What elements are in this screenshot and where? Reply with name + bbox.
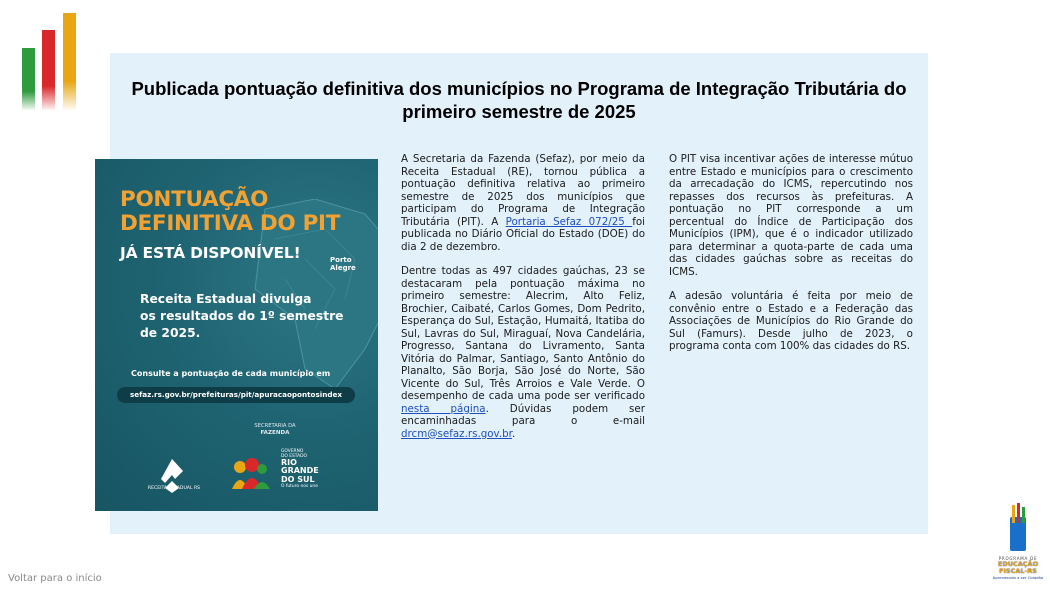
paragraph-text: A Secretaria da Fazenda (Sefaz), por meio da Receita Estadual (RE), tornou pública a pontuação definitiva relativa ao primeiro semestre de 2025 dos municípios que participam do Programa de Integração Tributária (PIT). A [401,153,645,228]
gov-state-line2: GRANDE [281,466,319,476]
promo-url: sefaz.rs.gov.br/prefeituras/pit/apuracaopontosindex [117,387,355,403]
promo-headline-line1: PONTUAÇÃO [120,187,269,212]
promo-body-line2: os resultados do 1º semestre [140,309,344,323]
promo-image [95,159,378,511]
edu-line2: FISCAL-RS [999,567,1037,575]
gov-slogan: O futuro nos une [281,484,318,490]
red-bar [42,30,55,110]
promo-body [140,291,370,342]
nesta-pagina-link[interactable]: nesta página [401,402,486,415]
government-logo-icon [230,451,270,491]
secretaria-fazenda-label [245,423,305,437]
promo-body-line3: de 2025. [140,326,201,340]
paragraph-text: foi publicada no Diário Oficial do Estado (DOE) do dia 2 de dezembro. [401,215,645,253]
yellow-bar [63,13,76,110]
secretaria-label: SECRETARIA DA [254,423,296,429]
article-paragraph: A adesão voluntária é feita por meio de convênio entre o Estado e a Federação das Associações de Municípios do Rio Grande do Sul (Famurs). Desde julho de 2023, o programa conta com 100% das cidades do RS. [669,290,913,352]
brand-bars-logo [20,10,82,110]
green-bar [22,48,35,110]
promo-headline [120,188,340,236]
article-paragraph [401,153,645,253]
gov-state-line1: RIO [281,458,297,467]
government-text [281,449,319,489]
promo-subheadline: JÁ ESTÁ DISPONÍVEL! [120,244,301,262]
paragraph-text: Dentre todas as 497 cidades gaúchas, 23 se destacaram pela pontuação máxima no primeiro semestre: Alecrim, Alto Feliz, Brochier, Caibaté, Carlos Gomes, Dom Pedrito, Esperança do Sul, Estação, Humaitá, Itatiba do Sul, Lavras do Sul, Miraguaí, Nova Candelária, Progresso, Santana do Livramento, Santa Vitória do Palmar, Santiago, Santo Antônio do Planalto, São Borja, São José do Norte, São Vicente do Sul, Três Arroios e Vale Verde. O desempenho de cada uma pode ser verificado [401,265,645,402]
gov-line1: GOVERNO [281,449,304,454]
email-link[interactable]: drcm@sefaz.rs.gov.br [401,427,512,440]
map-label-alegre: Alegre [330,264,356,272]
promo-body-line1: Receita Estadual divulga [140,292,312,306]
article-paragraph [401,265,645,440]
edu-small-text: PROGRAMA DE [998,556,1038,561]
paragraph-text: . [511,427,516,440]
gov-line2: DO ESTADO [281,454,307,459]
secretaria-name: FAZENDA [260,430,290,436]
promo-headline-line2: DEFINITIVA DO PIT [120,211,341,236]
back-to-start-link[interactable]: Voltar para o início [8,573,102,584]
portaria-link[interactable]: Portaria Sefaz 072/25 [505,215,633,228]
edu-line1: EDUCAÇÃO [997,560,1039,568]
page-title: Publicada pontuação definitiva dos municípios no Programa de Integração Tributária do primeiro semestre de 2025 [131,78,907,122]
receita-estadual-label: RECEITA ESTADUAL RS [147,486,201,491]
article-paragraph: O PIT visa incentivar ações de interesse mútuo entre Estado e municípios para o crescimento da arrecadação do ICMS, repercutindo nos repasses dos recursos às prefeituras. A pontuação no PIT corresponde a um percentual do Índice de Participação dos Municípios (IPM), que é o indicador utilizado para determinar a quota-parte de cada uma das cidades gaúchas sobre as receitas do ICMS. [669,153,913,278]
article-column-right [669,153,913,365]
map-label-porto: Porto [330,256,352,264]
paragraph-text: . Dúvidas podem ser encaminhadas para o e-mail [401,402,645,427]
edu-sub-text: Aprendendo a ser Cidadão [992,575,1044,580]
article-column-left [401,153,645,452]
promo-consult-text: Consulte a pontuação de cada município em [131,369,331,378]
porto-alegre-label [330,256,356,272]
educacao-fiscal-logo [990,556,1046,580]
gov-state-line3: DO SUL [281,474,315,484]
